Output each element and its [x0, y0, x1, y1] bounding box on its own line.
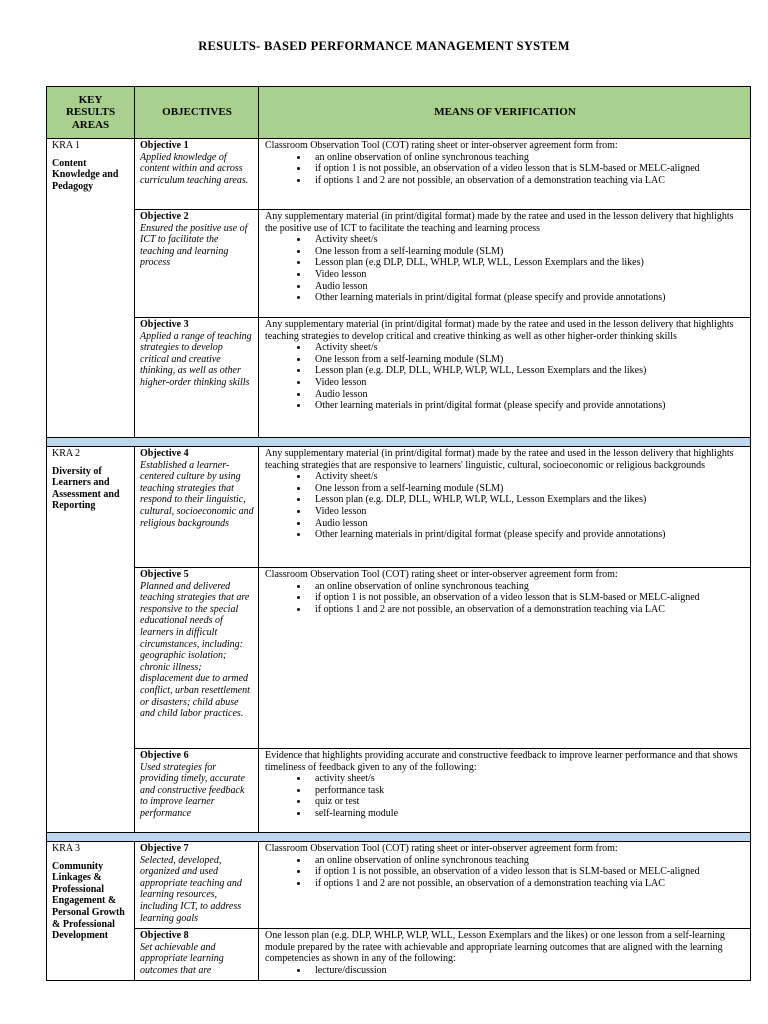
mov-list-item: • Other learning materials in print/digital format (please specify and provide annotations): [309, 400, 746, 412]
mov-list-item: • quiz or test: [309, 796, 746, 808]
mov-list: [265, 773, 746, 819]
objective-title: Objective 2: [140, 211, 189, 222]
kra-name: Community Linkages & Professional Engagement & Personal Growth & Professional Development: [52, 860, 125, 942]
objective-text: Selected, developed, organized and used appropriate teaching and learning resources, including ICT, to address learning goals: [140, 854, 242, 924]
objective-row: [47, 447, 751, 568]
means-of-verification-cell: [259, 929, 751, 981]
table-header-row: [47, 87, 751, 139]
objective-text: Ensured the positive use of ICT to facilitate the teaching and learning process: [140, 222, 248, 269]
means-of-verification-cell: [259, 139, 751, 210]
mov-list-item: • Lesson plan (e.g DLP, DLL, WHLP, WLP, WLL, Lesson Exemplars and the likes): [309, 257, 746, 269]
mov-list-item: • if option 1 is not possible, an observation of a video lesson that is SLM-based or MELC-aligned: [309, 163, 746, 175]
mov-list-item: • One lesson from a self-learning module (SLM): [309, 246, 746, 258]
mov-list-item: • an online observation of online synchronous teaching: [309, 152, 746, 164]
mov-list: [265, 342, 746, 412]
objective-row: [47, 139, 751, 210]
document-title: RESULTS- BASED PERFORMANCE MANAGEMENT SYSTEM: [198, 39, 570, 53]
mov-list-item: • Activity sheet/s: [309, 234, 746, 246]
objective-text: Applied knowledge of content within and across curriculum teaching areas.: [140, 151, 249, 186]
header-means-of-verification: MEANS OF VERIFICATION: [259, 87, 751, 139]
mov-list-item: • lecture/discussion: [309, 965, 746, 977]
separator-cell: [47, 438, 751, 447]
separator-cell: [47, 833, 751, 842]
kra-id: KRA 1: [52, 140, 81, 151]
objective-cell: [135, 447, 259, 568]
objective-row: [47, 749, 751, 833]
objective-cell: [135, 929, 259, 981]
means-of-verification-cell: [259, 318, 751, 438]
mov-list-item: • activity sheet/s: [309, 773, 746, 785]
mov-intro: Any supplementary material (in print/digital format) made by the ratee and used in the lesson delivery that highlights the positive use of ICT to facilitate the teaching and learning process: [265, 211, 734, 234]
objective-cell: [135, 568, 259, 749]
mov-intro: One lesson plan (e.g. DLP, WHLP, WLP, WLL, Lesson Exemplars and the likes) or one lesson from a self-learning module prepared by the ratee with achievable and appropriate learning outcomes that are aligned with the learning competencies as shown in any of the following:: [265, 930, 725, 965]
objective-title: Objective 6: [140, 750, 189, 761]
mov-intro: Evidence that highlights providing accurate and constructive feedback to improve learner performance and that shows timeliness of feedback given to any of the following:: [265, 750, 738, 773]
objective-text: Set achievable and appropriate learning outcomes that are: [140, 941, 224, 976]
kra-id: KRA 2: [52, 448, 81, 459]
kra-cell: [47, 447, 135, 833]
kra-cell: [47, 139, 135, 438]
mov-list-item: • Activity sheet/s: [309, 342, 746, 354]
mov-list-item: • Lesson plan (e.g. DLP, DLL, WHLP, WLP, WLL, Lesson Exemplars and the likes): [309, 365, 746, 377]
objective-row: [47, 842, 751, 929]
objective-row: [47, 210, 751, 318]
objective-cell: [135, 139, 259, 210]
objective-title: Objective 3: [140, 319, 189, 330]
means-of-verification-cell: [259, 568, 751, 749]
mov-list-item: • if options 1 and 2 are not possible, an observation of a demonstration teaching via LAC: [309, 604, 746, 616]
header-kra: KEY RESULTS AREAS: [47, 87, 135, 139]
mov-intro: Classroom Observation Tool (COT) rating sheet or inter-observer agreement form from:: [265, 569, 618, 580]
objective-text: Established a learner-centered culture by using teaching strategies that respond to their linguistic, cultural, socioeconomic and religious backgrounds: [140, 459, 254, 529]
mov-list-item: • an online observation of online synchronous teaching: [309, 855, 746, 867]
mov-intro: Any supplementary material (in print/digital format) made by the ratee and used in the lesson delivery that highlights teaching strategies to develop critical and creative thinking as well as other higher-order thinking skills: [265, 319, 734, 342]
mov-list: [265, 471, 746, 541]
objective-cell: [135, 749, 259, 833]
mov-list: [265, 234, 746, 304]
objective-row: [47, 929, 751, 981]
mov-list: [265, 581, 746, 616]
means-of-verification-cell: [259, 210, 751, 318]
mov-intro: Classroom Observation Tool (COT) rating sheet or inter-observer agreement form from:: [265, 140, 618, 151]
kra-name: Content Knowledge and Pedagogy: [52, 157, 119, 192]
mov-intro: Classroom Observation Tool (COT) rating sheet or inter-observer agreement form from:: [265, 843, 618, 854]
mov-list-item: • Audio lesson: [309, 518, 746, 530]
mov-intro: Any supplementary material (in print/digital format) made by the ratee and used in the lesson delivery that highlights teaching strategies that are responsive to learners' linguistic, cultural, socioeconomic or religious backgrounds: [265, 448, 734, 471]
mov-list-item: • Video lesson: [309, 269, 746, 281]
table-body: [47, 139, 751, 981]
mov-list-item: • if options 1 and 2 are not possible, an observation of a demonstration teaching via LAC: [309, 175, 746, 187]
mov-list-item: • Video lesson: [309, 377, 746, 389]
mov-list-item: • Audio lesson: [309, 281, 746, 293]
mov-list-item: • if option 1 is not possible, an observation of a video lesson that is SLM-based or MELC-aligned: [309, 866, 746, 878]
means-of-verification-cell: [259, 749, 751, 833]
mov-list: [265, 152, 746, 187]
mov-list-item: • Lesson plan (e.g. DLP, DLL, WHLP, WLP, WLL, Lesson Exemplars and the likes): [309, 494, 746, 506]
objective-title: Objective 5: [140, 569, 189, 580]
mov-list-item: • Other learning materials in print/digital format (please specify and provide annotations): [309, 292, 746, 304]
mov-list-item: • One lesson from a self-learning module (SLM): [309, 483, 746, 495]
objective-text: Applied a range of teaching strategies to develop critical and creative thinking, as well as other higher-order thinking skills: [140, 330, 252, 388]
mov-list-item: • an online observation of online synchronous teaching: [309, 581, 746, 593]
mov-list-item: • Other learning materials in print/digital format (please specify and provide annotations): [309, 529, 746, 541]
means-of-verification-cell: [259, 447, 751, 568]
mov-list-item: • Video lesson: [309, 506, 746, 518]
mov-list-item: • if option 1 is not possible, an observation of a video lesson that is SLM-based or MELC-aligned: [309, 592, 746, 604]
header-objectives: OBJECTIVES: [135, 87, 259, 139]
objective-cell: [135, 210, 259, 318]
objective-text: Used strategies for providing timely, accurate and constructive feedback to improve learner performance: [140, 761, 245, 819]
kra-id: KRA 3: [52, 843, 81, 854]
objective-title: Objective 8: [140, 930, 189, 941]
mov-list-item: • One lesson from a self-learning module (SLM): [309, 354, 746, 366]
objective-cell: [135, 842, 259, 929]
objective-row: [47, 318, 751, 438]
mov-list-item: • performance task: [309, 785, 746, 797]
objective-cell: [135, 318, 259, 438]
mov-list: [265, 965, 746, 977]
section-separator: [47, 438, 751, 447]
mov-list-item: • if options 1 and 2 are not possible, an observation of a demonstration teaching via LAC: [309, 878, 746, 890]
objective-title: Objective 7: [140, 843, 189, 854]
kra-name: Diversity of Learners and Assessment and Reporting: [52, 465, 120, 512]
objective-title: Objective 1: [140, 140, 189, 151]
mov-list: [265, 855, 746, 890]
objective-row: [47, 568, 751, 749]
mov-list-item: • self-learning module: [309, 808, 746, 820]
kra-cell: [47, 842, 135, 981]
rpms-table: [46, 86, 751, 981]
mov-list-item: • Activity sheet/s: [309, 471, 746, 483]
means-of-verification-cell: [259, 842, 751, 929]
section-separator: [47, 833, 751, 842]
objective-title: Objective 4: [140, 448, 189, 459]
mov-list-item: • Audio lesson: [309, 389, 746, 401]
objective-text: Planned and delivered teaching strategies that are responsive to the special educational needs of learners in difficult circumstances, including: geographic isolation; chronic illness; displacement due to armed conflict, urban resettlement or disasters; child abuse and child labor practices.: [140, 580, 250, 720]
